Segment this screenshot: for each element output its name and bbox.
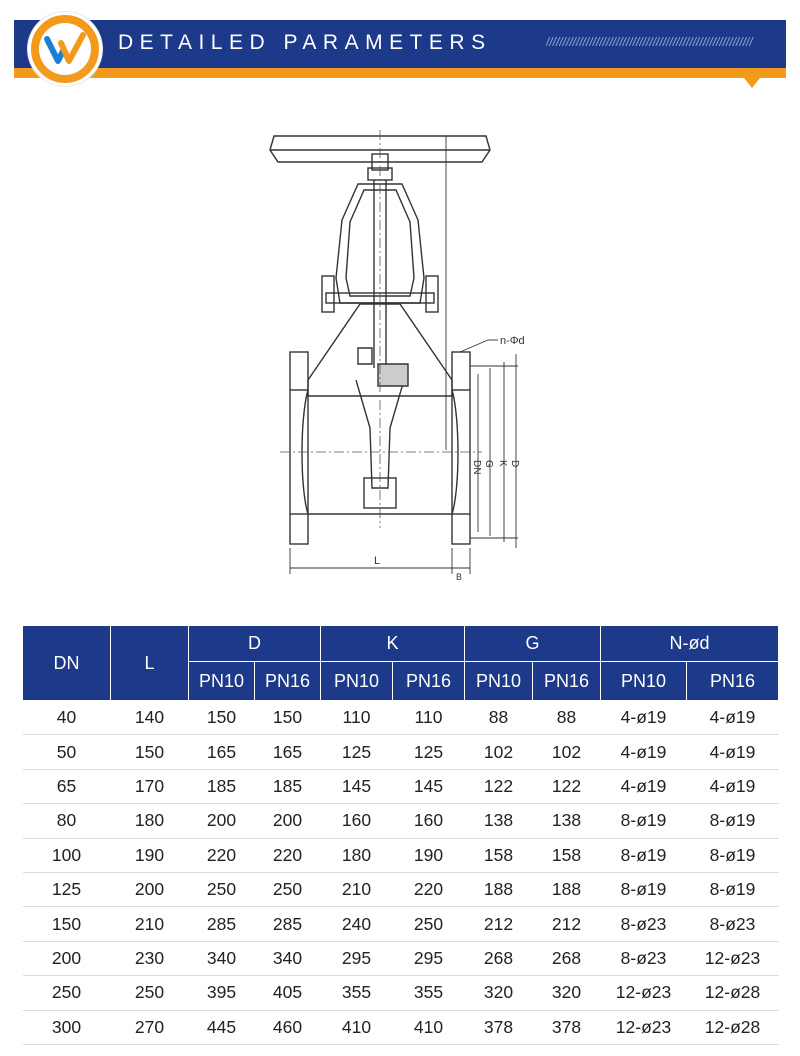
cell-d-pn10: 285: [206, 913, 237, 934]
table-row: [23, 769, 779, 803]
cell-k-pn10: 295: [341, 947, 372, 968]
cell-l: 230: [134, 947, 165, 968]
cell-g-pn10: 212: [483, 913, 514, 934]
gate-valve-drawing: [260, 128, 560, 580]
cell-nd-pn10: 4-ø19: [620, 741, 667, 762]
cell-k-pn10: 410: [341, 1016, 372, 1037]
header-hatch-decoration: //////////////////////////////////////////////////////////////: [546, 35, 753, 49]
cell-dn: 150: [51, 913, 82, 934]
cell-d-pn10: 150: [206, 707, 237, 728]
cell-l: 150: [134, 741, 165, 762]
cell-k-pn10: 160: [341, 810, 372, 831]
cell-d-pn16: 285: [272, 913, 303, 934]
g-dimension-label: G: [483, 460, 494, 468]
cell-nd-pn16: 4-ø19: [709, 707, 756, 728]
cell-d-pn16: 220: [272, 844, 303, 865]
cell-dn: 40: [56, 707, 77, 728]
cell-d-pn10: 165: [206, 741, 237, 762]
cell-l: 210: [134, 913, 165, 934]
table-row: [23, 701, 779, 735]
cell-d-pn10: 200: [206, 810, 237, 831]
header-k-pn16: PN16: [393, 662, 465, 701]
cell-l: 250: [134, 982, 165, 1003]
cell-nd-pn10: 8-ø23: [620, 913, 667, 934]
cell-nd-pn10: 8-ø23: [620, 947, 667, 968]
table-row: [23, 907, 779, 941]
table-row: [23, 941, 779, 975]
cell-g-pn16: 138: [551, 810, 582, 831]
cell-g-pn16: 378: [551, 1016, 582, 1037]
cell-nd-pn10: 12-ø23: [615, 1016, 672, 1037]
cell-d-pn16: 460: [272, 1016, 303, 1037]
cell-nd-pn16: 8-ø23: [709, 913, 756, 934]
cell-k-pn10: 210: [341, 879, 372, 900]
cell-g-pn16: 102: [551, 741, 582, 762]
cell-d-pn16: 150: [272, 707, 303, 728]
company-logo-icon: [28, 12, 102, 86]
header-d: D: [189, 626, 321, 662]
header-nd-pn10: PN10: [601, 662, 687, 701]
cell-d-pn10: 185: [206, 775, 237, 796]
cell-k-pn10: 180: [341, 844, 372, 865]
table-row: [23, 804, 779, 838]
page-title: DETAILED PARAMETERS: [118, 31, 492, 54]
cell-dn: 80: [56, 810, 77, 831]
cell-nd-pn10: 12-ø23: [615, 982, 672, 1003]
cell-k-pn10: 355: [341, 982, 372, 1003]
cell-d-pn16: 405: [272, 982, 303, 1003]
d-dimension-label: D: [509, 460, 520, 468]
cell-k-pn16: 145: [413, 775, 444, 796]
header-nd: N-ød: [601, 626, 779, 662]
b-dimension-label: B: [456, 572, 463, 580]
cell-g-pn10: 158: [483, 844, 514, 865]
cell-d-pn16: 185: [272, 775, 303, 796]
cell-d-pn10: 220: [206, 844, 237, 865]
table-row: [23, 976, 779, 1010]
cell-nd-pn10: 8-ø19: [620, 810, 667, 831]
header-k-pn10: PN10: [321, 662, 393, 701]
cell-l: 140: [134, 707, 165, 728]
table-body: [23, 701, 779, 1045]
cell-g-pn16: 212: [551, 913, 582, 934]
cell-k-pn10: 145: [341, 775, 372, 796]
cell-k-pn16: 410: [413, 1016, 444, 1037]
cell-l: 180: [134, 810, 165, 831]
cell-g-pn16: 122: [551, 775, 582, 796]
l-dimension-label: L: [374, 555, 381, 567]
cell-dn: 300: [51, 1016, 82, 1037]
cell-dn: 100: [51, 844, 82, 865]
cell-g-pn16: 158: [551, 844, 582, 865]
cell-k-pn10: 125: [341, 741, 372, 762]
header-d-pn16: PN16: [255, 662, 321, 701]
cell-g-pn16: 268: [551, 947, 582, 968]
cell-k-pn16: 295: [413, 947, 444, 968]
cell-d-pn16: 200: [272, 810, 303, 831]
cell-d-pn10: 250: [206, 879, 237, 900]
cell-d-pn16: 250: [272, 879, 303, 900]
cell-nd-pn10: 8-ø19: [620, 879, 667, 900]
cell-l: 170: [134, 775, 165, 796]
cell-nd-pn10: 8-ø19: [620, 844, 667, 865]
cell-k-pn16: 220: [413, 879, 444, 900]
header-d-pn10: PN10: [189, 662, 255, 701]
header-g-pn10: PN10: [465, 662, 533, 701]
cell-nd-pn10: 4-ø19: [620, 707, 667, 728]
cell-nd-pn16: 8-ø19: [709, 879, 756, 900]
table-row: [23, 838, 779, 872]
cell-g-pn10: 122: [483, 775, 514, 796]
header-nd-pn16: PN16: [687, 662, 779, 701]
header-k: K: [321, 626, 465, 662]
cell-g-pn10: 102: [483, 741, 514, 762]
cell-dn: 125: [51, 879, 82, 900]
table-row: [23, 872, 779, 906]
parameters-table: [22, 625, 779, 1045]
header-g-pn16: PN16: [533, 662, 601, 701]
cell-d-pn16: 165: [272, 741, 303, 762]
table-row: [23, 1010, 779, 1044]
cell-g-pn16: 88: [556, 707, 577, 728]
cell-nd-pn16: 8-ø19: [709, 844, 756, 865]
header-l: L: [111, 626, 189, 701]
cell-k-pn16: 355: [413, 982, 444, 1003]
cell-k-pn16: 190: [413, 844, 444, 865]
cell-g-pn10: 188: [483, 879, 514, 900]
header-g: G: [465, 626, 601, 662]
cell-dn: 250: [51, 982, 82, 1003]
cell-k-pn16: 125: [413, 741, 444, 762]
cell-d-pn10: 395: [206, 982, 237, 1003]
cell-nd-pn10: 4-ø19: [620, 775, 667, 796]
cell-nd-pn16: 12-ø28: [704, 982, 761, 1003]
header-accent-strip: [14, 68, 786, 78]
cell-d-pn16: 340: [272, 947, 303, 968]
header-notch: [744, 78, 760, 88]
cell-dn: 65: [56, 775, 77, 796]
cell-d-pn10: 340: [206, 947, 237, 968]
k-dimension-label: K: [497, 460, 508, 467]
cell-l: 270: [134, 1016, 165, 1037]
cell-k-pn10: 110: [342, 707, 371, 728]
cell-k-pn16: 110: [414, 707, 443, 728]
cell-l: 190: [134, 844, 165, 865]
cell-g-pn10: 378: [483, 1016, 514, 1037]
cell-k-pn10: 240: [341, 913, 372, 934]
cell-nd-pn16: 12-ø28: [704, 1016, 761, 1037]
table-row: [23, 735, 779, 769]
cell-dn: 200: [51, 947, 82, 968]
cell-dn: 50: [56, 741, 77, 762]
cell-g-pn16: 320: [551, 982, 582, 1003]
cell-k-pn16: 160: [413, 810, 444, 831]
cell-nd-pn16: 8-ø19: [709, 810, 756, 831]
header-dn: DN: [23, 626, 111, 701]
cell-g-pn10: 268: [483, 947, 514, 968]
cell-nd-pn16: 4-ø19: [709, 741, 756, 762]
cell-l: 200: [134, 879, 165, 900]
cell-nd-pn16: 4-ø19: [709, 775, 756, 796]
cell-g-pn16: 188: [551, 879, 582, 900]
cell-g-pn10: 320: [483, 982, 514, 1003]
cell-nd-pn16: 12-ø23: [704, 947, 761, 968]
dn-dimension-label: DN: [471, 460, 482, 475]
cell-g-pn10: 88: [488, 707, 509, 728]
hole-label: n-Φd: [500, 335, 525, 347]
cell-d-pn10: 445: [206, 1016, 237, 1037]
cell-k-pn16: 250: [413, 913, 444, 934]
cell-g-pn10: 138: [483, 810, 514, 831]
